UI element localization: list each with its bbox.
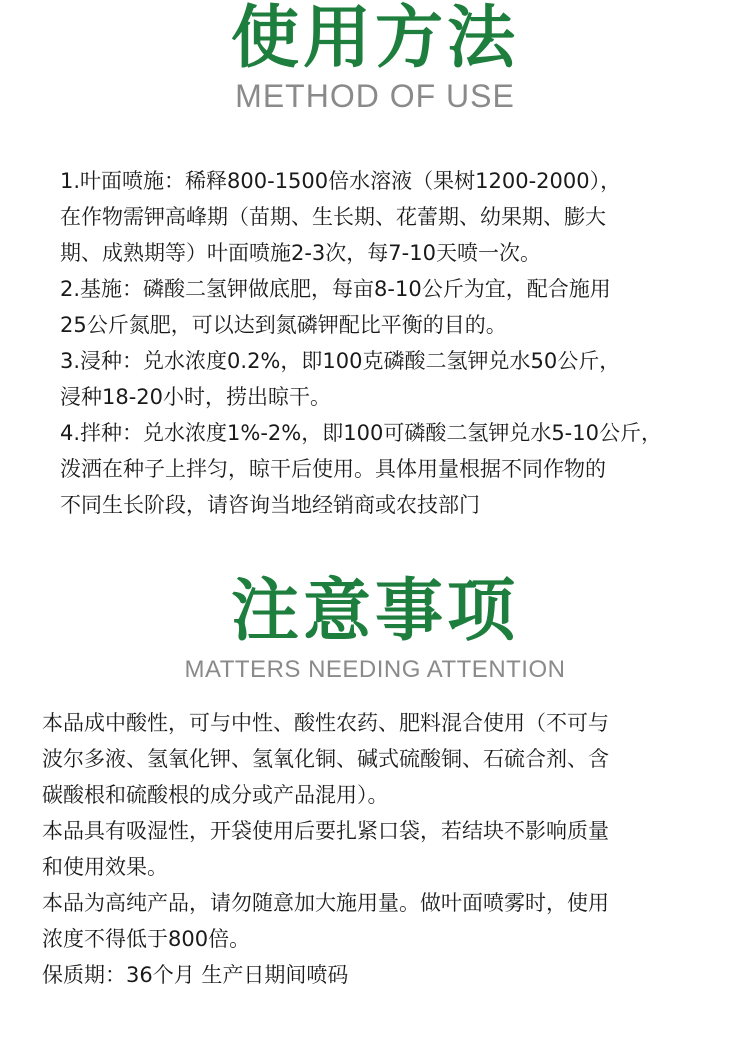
usage-line: 期、成熟期等）叶面喷施2-3次，每7-10天喷一次。 (60, 241, 541, 265)
notes-line: 本品成中酸性，可与中性、酸性农药、肥料混合使用（不可与 (42, 711, 609, 735)
notes-line: 和使用效果。 (42, 855, 168, 879)
notes-line: 波尔多液、氢氧化钾、氢氧化铜、碱式硫酸铜、石硫合剂、含 (42, 747, 609, 771)
usage-line: 在作物需钾高峰期（苗期、生长期、花蕾期、幼果期、膨大 (60, 205, 606, 229)
notes-subtitle: MATTERS NEEDING ATTENTION (184, 656, 566, 683)
usage-line: 泼洒在种子上拌匀，晾干后使用。具体用量根据不同作物的 (60, 457, 606, 481)
usage-line: 不同生长阶段，请咨询当地经销商或农技部门 (60, 493, 480, 517)
notes-list (42, 705, 609, 993)
usage-instructions (60, 163, 662, 523)
notes-line: 本品具有吸湿性，开袋使用后要扎紧口袋，若结块不影响质量 (42, 819, 609, 843)
usage-title: 使用方法 (230, 0, 519, 78)
usage-subtitle: METHOD OF USE (235, 78, 515, 114)
usage-line: 1.叶面喷施：稀释800-1500倍水溶液（果树1200-2000）， (60, 169, 622, 193)
usage-line: 4.拌种：兑水浓度1%-2%，即100可磷酸二氢钾兑水5-10公斤， (60, 421, 662, 445)
notes-line: 碳酸根和硫酸根的成分或产品混用）。 (42, 783, 389, 807)
notes-line: 保质期：36个月 生产日期间喷码 (42, 963, 349, 987)
notes-line: 浓度不得低于800倍。 (42, 927, 251, 951)
notes-line: 本品为高纯产品，请勿随意加大施用量。做叶面喷雾时，使用 (42, 891, 609, 915)
usage-line: 3.浸种：兑水浓度0.2%，即100克磷酸二氢钾兑水50公斤， (60, 349, 621, 373)
usage-line: 25公斤氮肥，可以达到氮磷钾配比平衡的目的。 (60, 313, 507, 337)
usage-line: 浸种18-20小时，捞出晾干。 (60, 385, 332, 409)
notes-title: 注意事项 (230, 571, 519, 651)
usage-line: 2.基施：磷酸二氢钾做底肥，每亩8-10公斤为宜，配合施用 (60, 277, 611, 301)
